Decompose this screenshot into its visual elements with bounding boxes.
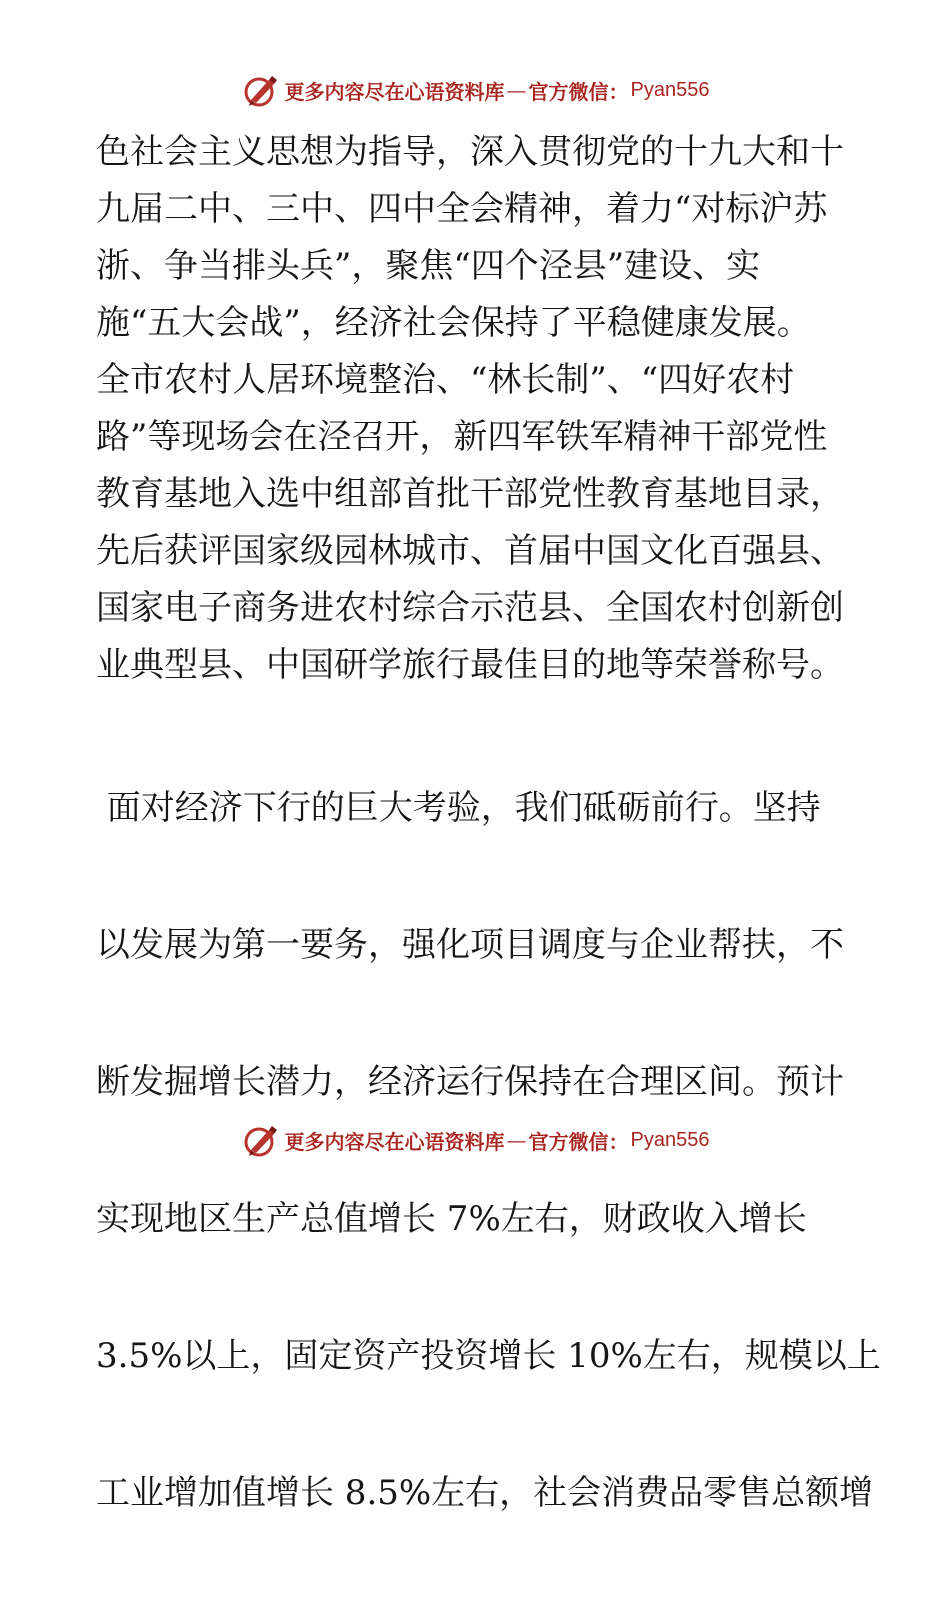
text-line: 3.5%以上，固定资产投资增长 10%左右，规模以上: [96, 1336, 881, 1376]
footer-watermark: [0, 1118, 950, 1162]
text-line: 国家电子商务进农村综合示范县、全国农村创新创: [96, 588, 844, 628]
text-line: 浙、争当排头兵”，聚焦“四个泾县”建设、实: [96, 246, 761, 286]
body-text: [96, 124, 881, 1602]
text-line: 路”等现场会在泾召开，新四军铁军精神干部党性: [96, 417, 828, 457]
footer-separator: —: [506, 1128, 527, 1152]
text-line: 断发掘增长潜力，经济运行保持在合理区间。预计: [96, 1062, 844, 1102]
footer-wechat-id: Pyan556: [630, 1128, 710, 1151]
header-watermark: [0, 68, 950, 112]
header-wechat-label: 官方微信：: [528, 79, 629, 104]
text-line: 教育基地入选中组部首批干部党性教育基地目录，: [96, 474, 844, 514]
text-line: 施“五大会战”，经济社会保持了平稳健康发展。: [96, 303, 811, 343]
header-wechat-id: Pyan556: [630, 78, 710, 101]
text-line: 业典型县、中国研学旅行最佳目的地等荣誉称号。: [96, 645, 844, 685]
header-brand-text: 更多内容尽在心语资料库: [284, 79, 505, 104]
pen-logo-icon: [241, 1120, 281, 1160]
text-line: 实现地区生产总值增长 7%左右，财政收入增长: [96, 1199, 807, 1239]
text-line: 全市农村人居环境整治、“林长制”、“四好农村: [96, 360, 795, 400]
text-line: 九届二中、三中、四中全会精神，着力“对标沪苏: [96, 189, 828, 229]
text-line: 以发展为第一要务，强化项目调度与企业帮扶，不: [96, 925, 844, 965]
footer-wechat-label: 官方微信：: [528, 1129, 629, 1154]
text-line: 工业增加值增长 8.5%左右，社会消费品零售总额增: [96, 1473, 874, 1513]
paragraph-1: [96, 124, 866, 694]
header-separator: —: [506, 78, 527, 102]
text-line: 色社会主义思想为指导，深入贯彻党的十九大和十: [96, 132, 844, 172]
footer-brand-text: 更多内容尽在心语资料库: [284, 1129, 505, 1154]
pen-logo-icon: [241, 70, 281, 110]
text-line: 先后获评国家级园林城市、首届中国文化百强县、: [96, 531, 844, 571]
text-line: 面对经济下行的巨大考验，我们砥砺前行。坚持: [96, 788, 821, 828]
